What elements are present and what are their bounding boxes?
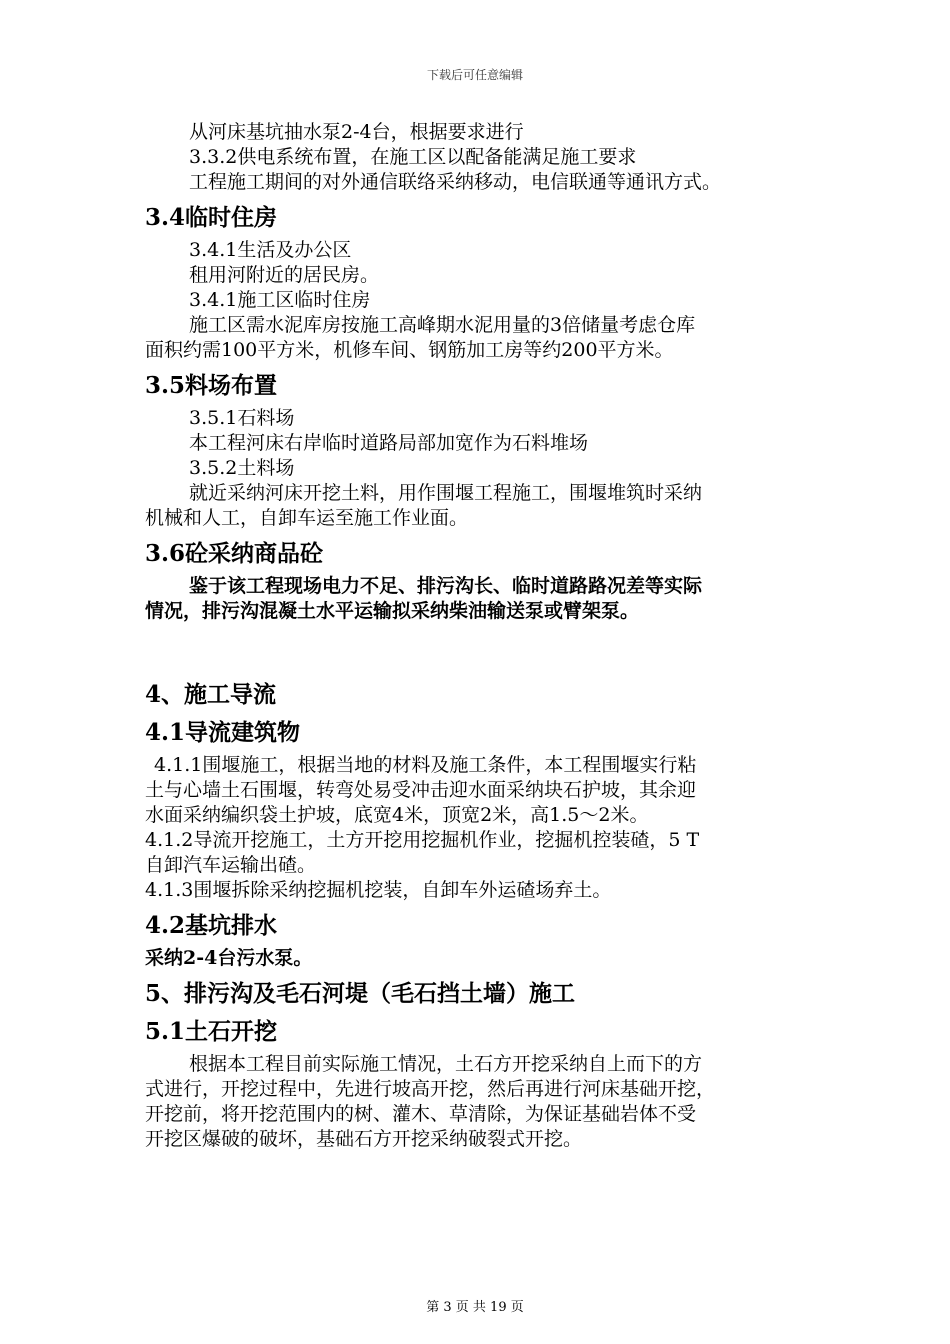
document-body [145, 120, 815, 1152]
paragraph-line: 开挖区爆破的破坏，基础石方开挖采纳破裂式开挖。 [145, 1128, 583, 1150]
section-heading-3-4: 3.4临时住房 [145, 204, 278, 231]
paragraph-line: 3.3.2供电系统布置，在施工区以配备能满足施工要求 [189, 146, 637, 168]
paragraph-line: 机械和人工，自卸车运至施工作业面。 [145, 507, 469, 529]
paragraph-line: 3.4.1施工区临时住房 [189, 289, 371, 311]
paragraph-line: 自卸汽车运输出碴。 [145, 854, 317, 876]
paragraph-line: 面积约需100平方米，机修车间、钢筋加工房等约200平方米。 [145, 339, 674, 361]
paragraph-line: 3.5.1石料场 [189, 407, 295, 429]
page-footer: 第 3 页 共 19 页 [426, 1300, 524, 1315]
paragraph-line: 施工区需水泥库房按施工高峰期水泥用量的3倍储量考虑仓库 [189, 314, 696, 336]
paragraph-line: 就近采纳河床开挖土料，用作围堰工程施工，围堰堆筑时采纳 [189, 482, 703, 504]
section-heading-5-1: 5.1土石开挖 [145, 1018, 278, 1045]
paragraph-line: 租用河附近的居民房。 [189, 264, 380, 286]
paragraph-line: 3.5.2土料场 [189, 457, 295, 479]
paragraph-line: 本工程河床右岸临时道路局部加宽作为石料堆场 [189, 432, 589, 454]
paragraph-line: 4.1.3围堰拆除采纳挖掘机挖装，自卸车外运碴场弃土。 [145, 879, 612, 901]
section-heading-3-6: 3.6砼采纳商品砼 [145, 540, 324, 567]
paragraph-line: 式进行，开挖过程中，先进行坡高开挖，然后再进行河床基础开挖， [145, 1078, 716, 1100]
page-header: 下载后可任意编辑 [426, 68, 523, 82]
paragraph-line: 工程施工期间的对外通信联络采纳移动，电信联通等通讯方式。 [189, 171, 722, 193]
paragraph-line: 开挖前，将开挖范围内的树、灌木、草清除，为保证基础岩体不受 [145, 1103, 697, 1125]
spacer [145, 624, 815, 672]
section-heading-4-2: 4.2基坑排水 [145, 912, 278, 939]
section-heading-4-1: 4.1导流建筑物 [145, 719, 301, 746]
paragraph-line: 根据本工程目前实际施工情况，土石方开挖采纳自上而下的方 [189, 1053, 703, 1075]
paragraph-line: 鉴于该工程现场电力不足、排污沟长、临时道路路况差等实际 [189, 575, 703, 597]
paragraph-line: 采纳2-4台污水泵。 [145, 947, 313, 969]
paragraph-line: 4.1.2导流开挖施工，土方开挖用挖掘机作业，挖掘机控装碴，5 T [145, 829, 700, 851]
paragraph-line: 3.4.1生活及办公区 [189, 239, 352, 261]
paragraph-line: 水面采纳编织袋土护坡，底宽4米，顶宽2米，高1.5～2米。 [145, 804, 649, 826]
chapter-heading-5: 5、排污沟及毛石河堤（毛石挡土墙）施工 [145, 980, 576, 1007]
chapter-heading-4: 4、施工导流 [145, 681, 277, 708]
section-heading-3-5: 3.5料场布置 [145, 372, 278, 399]
paragraph-line: 从河床基坑抽水泵2-4台，根据要求进行 [189, 121, 524, 143]
paragraph-line: 情况，排污沟混凝土水平运输拟采纳柴油输送泵或臂架泵。 [145, 600, 640, 622]
paragraph-line: 4.1.1围堰施工，根据当地的材料及施工条件，本工程围堰实行粘 [154, 754, 697, 776]
paragraph-line: 土与心墙土石围堰，转弯处易受冲击迎水面采纳块石护坡，其余迎 [145, 779, 697, 801]
